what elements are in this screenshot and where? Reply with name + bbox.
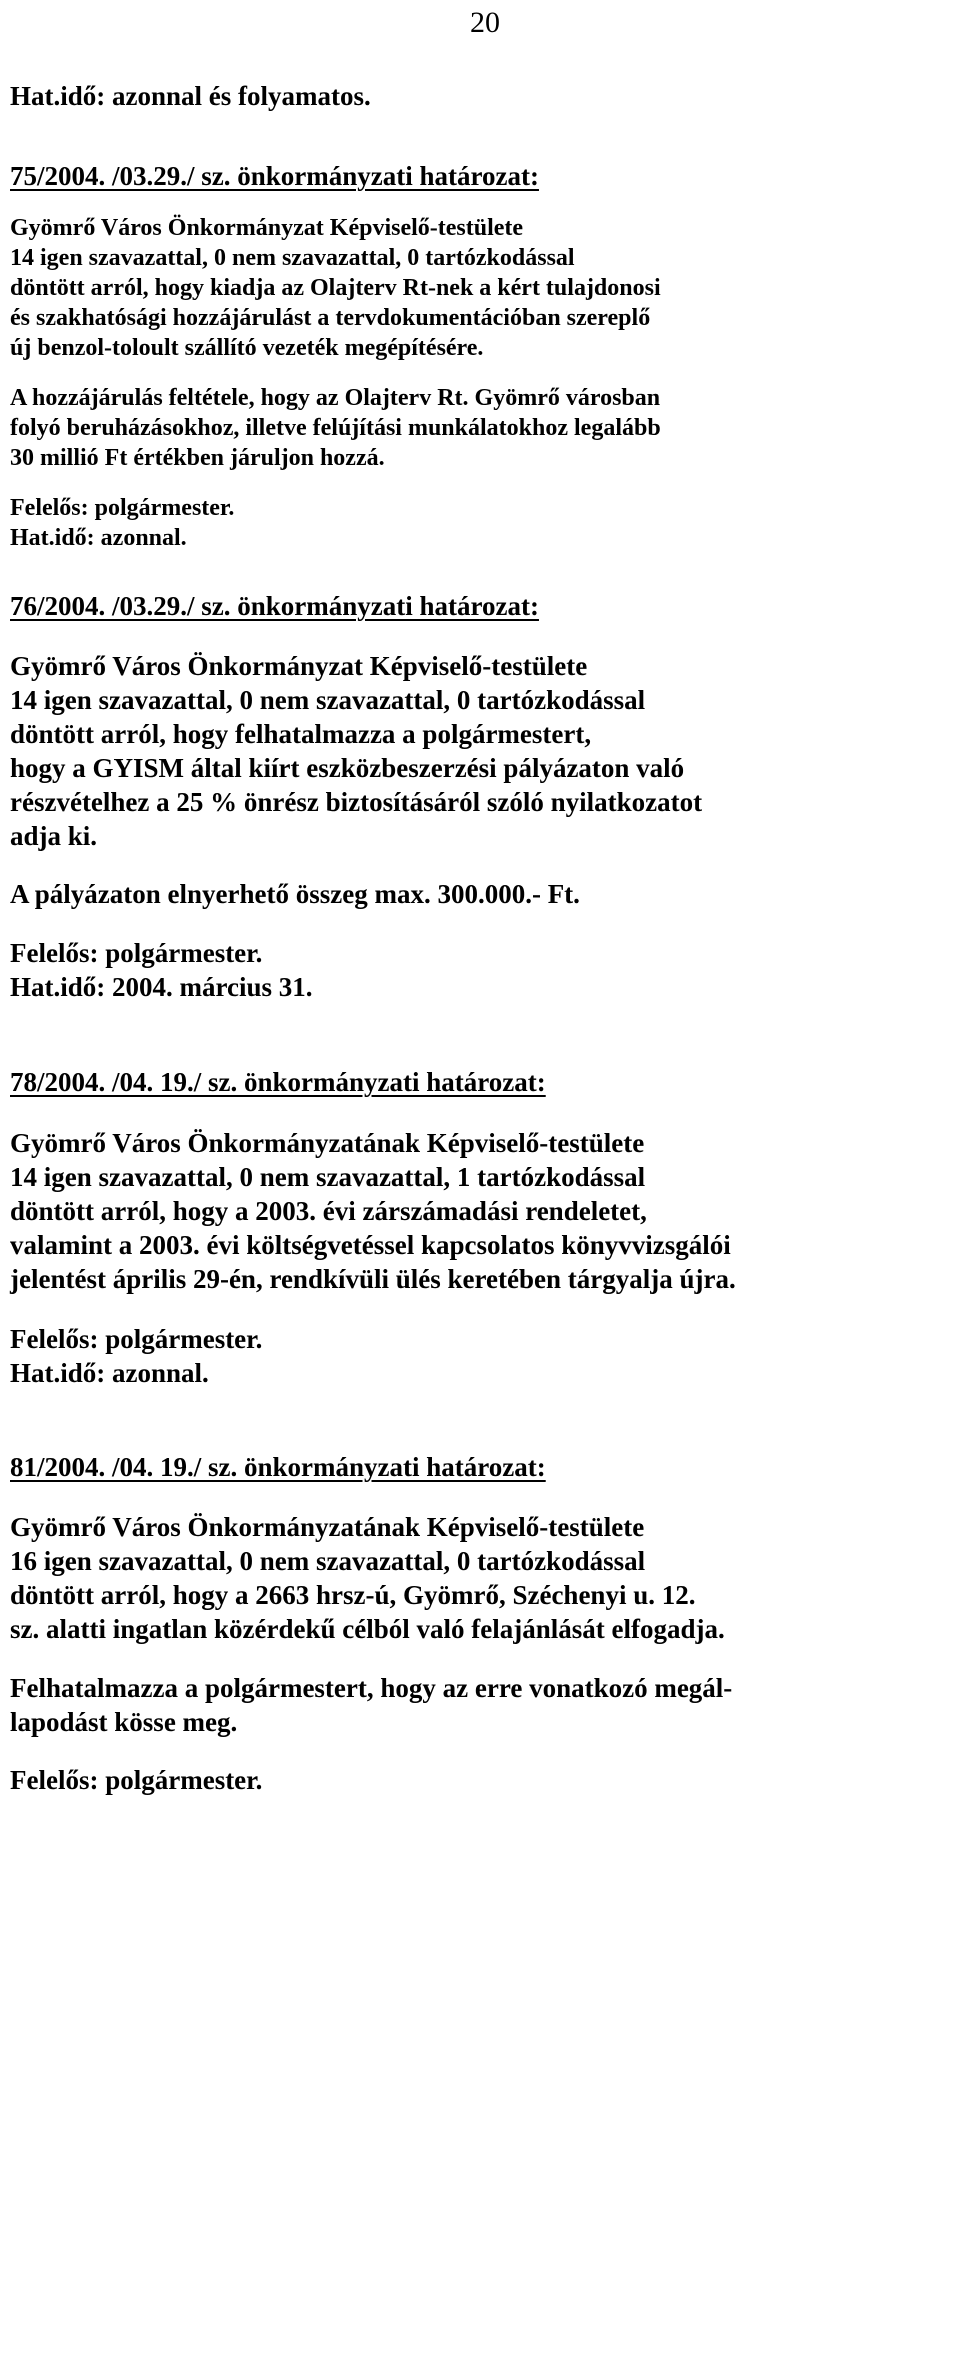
body-line: sz. alatti ingatlan közérdekű célból való felajánlását elfogadja.	[10, 1614, 725, 1644]
responsible-line: Felelős: polgármester.	[10, 1324, 263, 1354]
intro-deadline: Hat.idő: azonnal és folyamatos.	[10, 81, 371, 111]
deadline-line: Hat.idő: azonnal.	[10, 525, 187, 551]
body-line: Gyömrő Város Önkormányzat Képviselő-testülete	[10, 215, 524, 241]
condition-line: A hozzájárulás feltétele, hogy az Olajterv Rt. Gyömrő városban	[10, 385, 661, 411]
body-line: hogy a GYISM által kiírt eszközbeszerzési pályázaton való	[10, 753, 685, 783]
resolution-heading: 81/2004. /04. 19./ sz. önkormányzati határozat:	[10, 1452, 546, 1482]
resolution-heading: 78/2004. /04. 19./ sz. önkormányzati határozat:	[10, 1067, 546, 1097]
body-line: adja ki.	[10, 821, 98, 851]
authorization-line: Felhatalmazza a polgármestert, hogy az erre vonatkozó megál-	[10, 1673, 733, 1703]
body-line: Gyömrő Város Önkormányzatának Képviselő-testülete	[10, 1512, 645, 1542]
responsible-line: Felelős: polgármester.	[10, 1765, 263, 1795]
page-number: 20	[470, 6, 500, 39]
condition-line: 30 millió Ft értékben járuljon hozzá.	[10, 445, 385, 471]
body-line: 14 igen szavazattal, 0 nem szavazattal, 0 tartózkodással	[10, 685, 646, 715]
body-line: döntött arról, hogy a 2663 hrsz-ú, Gyömrő, Széchenyi u. 12.	[10, 1580, 696, 1610]
body-line: döntött arról, hogy felhatalmazza a polgármestert,	[10, 719, 592, 749]
body-line: 14 igen szavazattal, 0 nem szavazattal, 1 tartózkodással	[10, 1162, 646, 1192]
authorization-line: lapodást kösse meg.	[10, 1707, 238, 1737]
condition-line: folyó beruházásokhoz, illetve felújítási munkálatokhoz legalább	[10, 415, 661, 441]
body-line: részvételhez a 25 % önrész biztosításáról szóló nyilatkozatot	[10, 787, 703, 817]
body-line: és szakhatósági hozzájárulást a tervdokumentációban szereplő	[10, 305, 651, 331]
deadline-line: Hat.idő: 2004. március 31.	[10, 972, 313, 1002]
body-line: valamint a 2003. évi költségvetéssel kapcsolatos könyvvizsgálói	[10, 1230, 731, 1260]
responsible-line: Felelős: polgármester.	[10, 495, 235, 521]
body-line: Gyömrő Város Önkormányzat Képviselő-testülete	[10, 651, 588, 681]
body-line: jelentést április 29-én, rendkívüli ülés keretében tárgyalja újra.	[10, 1264, 736, 1294]
deadline-line: Hat.idő: azonnal.	[10, 1358, 209, 1388]
body-line: Gyömrő Város Önkormányzatának Képviselő-testülete	[10, 1128, 645, 1158]
responsible-line: Felelős: polgármester.	[10, 938, 263, 968]
resolution-heading: 75/2004. /03.29./ sz. önkormányzati határozat:	[10, 161, 539, 191]
resolution-heading: 76/2004. /03.29./ sz. önkormányzati határozat:	[10, 591, 539, 621]
body-line: döntött arról, hogy a 2003. évi zárszámadási rendeletet,	[10, 1196, 647, 1226]
note-line: A pályázaton elnyerhető összeg max. 300.000.- Ft.	[10, 879, 580, 909]
body-line: 14 igen szavazattal, 0 nem szavazattal, 0 tartózkodással	[10, 245, 575, 271]
body-line: döntött arról, hogy kiadja az Olajterv Rt-nek a kért tulajdonosi	[10, 275, 661, 301]
body-line: új benzol-toloult szállító vezeték megépítésére.	[10, 335, 484, 361]
body-line: 16 igen szavazattal, 0 nem szavazattal, 0 tartózkodással	[10, 1546, 646, 1576]
